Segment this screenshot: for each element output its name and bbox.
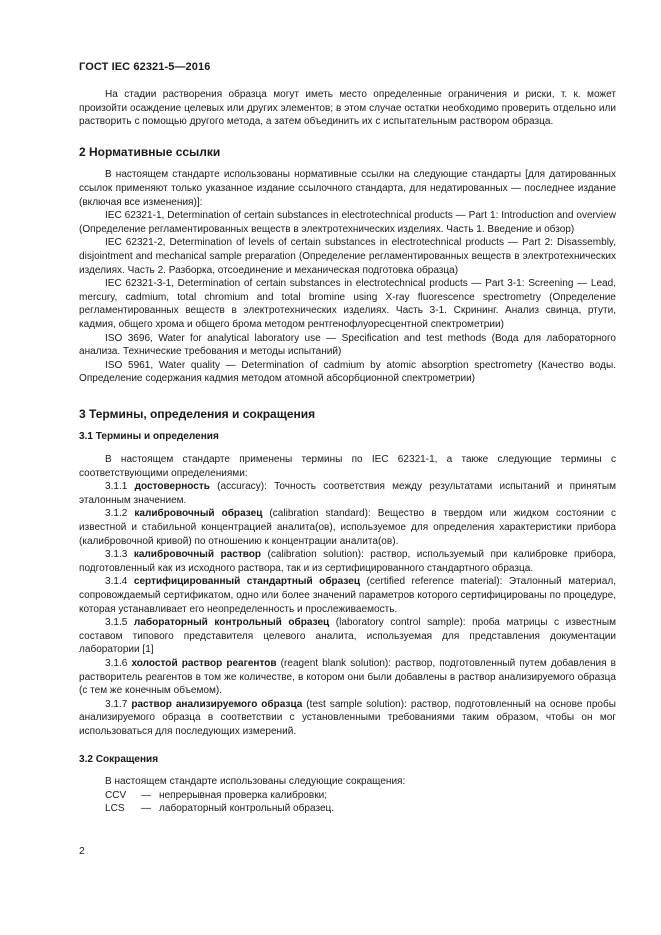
abbreviation-meaning: лабораторный контрольный образец. bbox=[159, 803, 335, 815]
reference-iso-5961: ISO 5961, Water quality — Determination of cadmium by atomic absorption spectrometry (Качество воды. Определение содержания кадмия методом атомной абсорбционной спектрометрии) bbox=[79, 359, 616, 385]
term-definition-3-1-3 bbox=[79, 548, 616, 575]
term-definition-text: (calibration solution): раствор, используемый при калибровке прибора, подготовленный как из исходного раствора, так и из сертифицированного стандартного образца. bbox=[79, 549, 616, 574]
section-2-heading: 2 Нормативные ссылки bbox=[79, 144, 221, 159]
abbreviation-row-lcs bbox=[79, 802, 616, 816]
reference-iec-62321-3-1: IEC 62321-3-1, Determination of certain substances in electrotechnical products — Part 3-1: Screening — Lead, mercury, cadmium, total chromium and total bromine using X-ray fluorescence spectrometry (Определение регламентированных веществ в электротехнических изделиях. Часть 3-1. Скрининг. Анализ свинца, ртути, кадмия, общего хрома и общего брома методом рентгенофлуоресцентной спектрометрии) bbox=[79, 278, 616, 330]
term-name: достоверность bbox=[134, 481, 210, 493]
term-definition-3-1-1 bbox=[79, 480, 616, 507]
abbreviation-row-ccv bbox=[79, 789, 616, 803]
term-name: сертифицированный стандартный образец bbox=[133, 576, 360, 588]
subsection-3-2-heading: 3.2 Сокращения bbox=[79, 753, 159, 765]
abbreviation-dash: — bbox=[141, 789, 152, 801]
term-name: калибровочный раствор bbox=[133, 549, 262, 561]
term-number: 3.1.6 bbox=[105, 657, 128, 669]
page-header-title: ГОСТ IEC 62321-5—2016 bbox=[79, 61, 211, 73]
document-body bbox=[79, 88, 616, 816]
term-name: лабораторный контрольный образец bbox=[133, 617, 330, 629]
term-definition-text: (laboratory control sample): проба матрицы с известным составом типового представителя целевого аналита, используемая для представления документации лаборатории [1] bbox=[79, 617, 616, 656]
term-number: 3.1.2 bbox=[105, 508, 128, 520]
term-definition-3-1-7 bbox=[79, 698, 616, 739]
subsection-3-1-heading: 3.1 Термины и определения bbox=[79, 431, 219, 443]
section-2-paragraph: В настоящем стандарте использованы нормативные ссылки на следующие стандарты [для датированных ссылок применяют только указанное издание ссылочного стандарта, для недатированных — последнее издание (включая все изменения)]: bbox=[79, 169, 616, 208]
intro-paragraph: На стадии растворения образца могут иметь место определенные ограничения и риски, т. к. может произойти осаждение целевых или других элементов; в этом случае остатки необходимо проверить отдельно или растворить с помощью другого метода, а затем объединить их с испытательным раствором образца. bbox=[79, 89, 616, 128]
term-name: раствор анализируемого образца bbox=[131, 698, 303, 710]
page-number: 2 bbox=[79, 845, 85, 857]
abbreviation-code: LCS bbox=[105, 803, 125, 815]
term-number: 3.1.1 bbox=[105, 481, 128, 493]
term-definition-text: (reagent blank solution): раствор, подготовленный путем добавления в растворитель реагентов в том же количестве, в котором они были добавлены в раствор анализируемого образца (с тем же конечным объемом). bbox=[79, 657, 616, 697]
term-number: 3.1.4 bbox=[105, 576, 128, 588]
term-definition-text: (certified reference material): Эталонный материал, сопровождаемый сертификатом, одно или более значений параметров которого сертифицированы по процедуре, которая устанавливает его неопределенность и прослеживаемость. bbox=[79, 576, 616, 615]
reference-iec-62321-2: IEC 62321-2, Determination of levels of certain substances in electrotechnical products — Part 2: Disassembly, disjointment and mechanical sample preparation (Определение регламентированных веществ в электротехнических изделиях. Часть 2. Разборка, отсоединение и механическая подготовка образца) bbox=[79, 237, 616, 276]
abbreviation-dash: — bbox=[141, 803, 152, 815]
subsection-3-1-intro: В настоящем стандарте применены термины по IEC 62321-1, а также следующие термины с соответствующими определениями: bbox=[79, 454, 616, 479]
term-name: калибровочный образец bbox=[134, 508, 263, 520]
reference-iec-62321-1: IEC 62321-1, Determination of certain substances in electrotechnical products — Part 1: Introduction and overview (Определение регламентированных веществ в электротехнических изделиях. Часть 1. Введение и обзор) bbox=[79, 210, 616, 235]
abbreviation-code: CCV bbox=[105, 789, 127, 801]
term-definition-text: (accuracy): Точность соответствия между результатами испытаний и принятым эталонным значением. bbox=[79, 481, 616, 506]
term-definition-text: (test sample solution): раствор, подготовленный на основе пробы анализируемого образца в соответствии с установленными требованиями таким образом, чтобы он мог использоваться для последующих измерений. bbox=[79, 698, 616, 737]
subsection-3-2-intro: В настоящем стандарте использованы следующие сокращения: bbox=[105, 776, 406, 788]
term-number: 3.1.5 bbox=[105, 617, 128, 629]
term-definition-text: (calibration standard): Вещество в твердом или жидком состоянии с известной и стабильной концентрацией аналита(ов), используемое для определения характеристики прибора (калибровочной кривой) по отношению к концентрации аналита(ов). bbox=[79, 508, 616, 547]
abbreviation-meaning: непрерывная проверка калибровки; bbox=[159, 789, 328, 801]
term-name: холостой раствор реагентов bbox=[131, 657, 277, 669]
term-definition-3-1-5 bbox=[79, 616, 616, 657]
term-definition-3-1-6 bbox=[79, 657, 616, 698]
term-number: 3.1.3 bbox=[105, 549, 128, 561]
term-number: 3.1.7 bbox=[105, 698, 128, 710]
section-3-heading: 3 Термины, определения и сокращения bbox=[79, 406, 316, 421]
term-definition-3-1-4 bbox=[79, 575, 616, 616]
reference-iso-3696: ISO 3696, Water for analytical laboratory use — Specification and test methods (Вода для лабораторного анализа. Технические требования и методы испытаний) bbox=[79, 332, 616, 358]
term-definition-3-1-2 bbox=[79, 507, 616, 548]
